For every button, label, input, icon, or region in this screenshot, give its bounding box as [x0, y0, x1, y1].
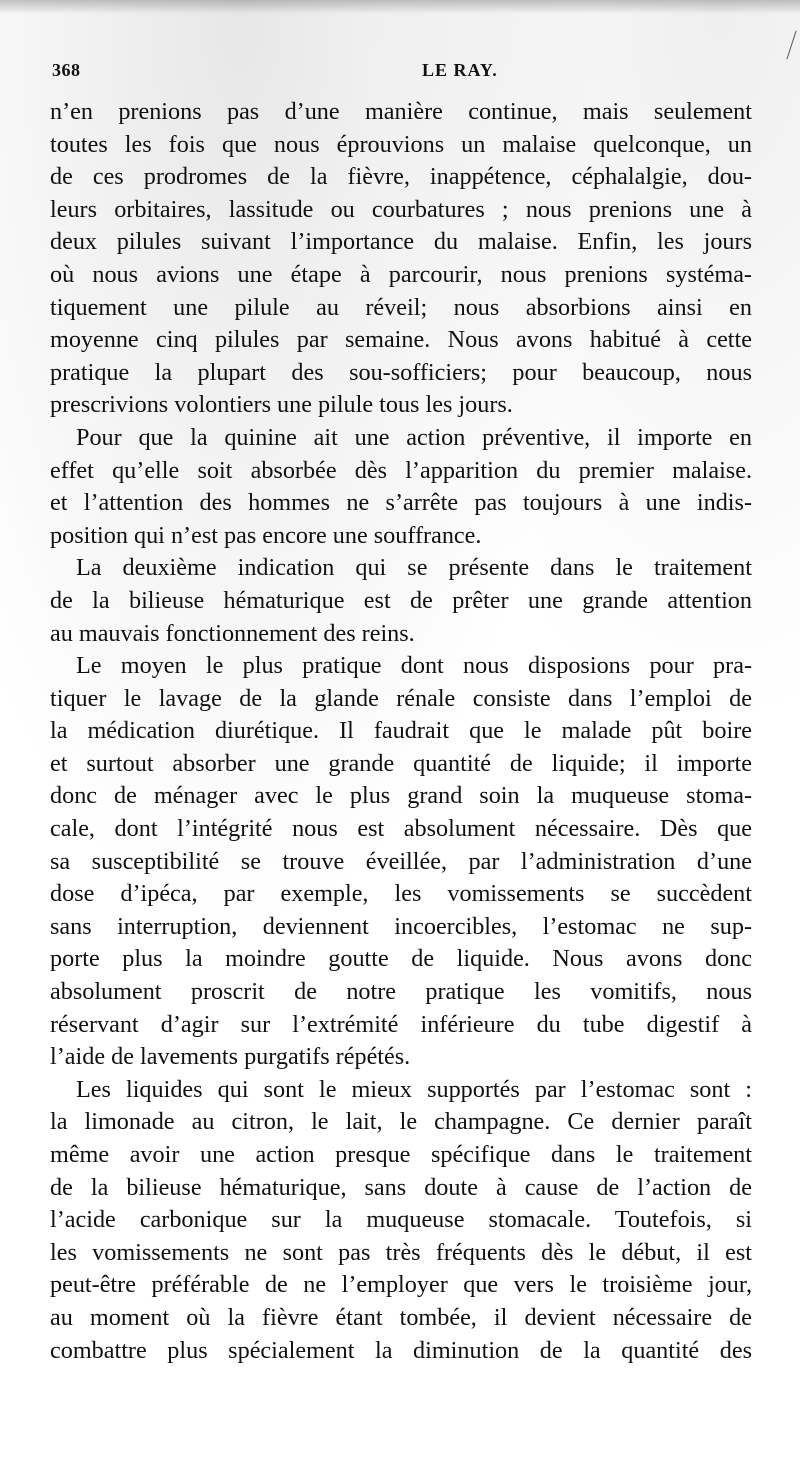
- text-line: donc de ménager avec le plus grand soin la muqueuse stoma-: [50, 782, 752, 810]
- text-line: peut-être préférable de ne l’employer que vers le troisième jour,: [50, 1271, 752, 1299]
- text-line: même avoir une action presque spécifique dans le traitement: [50, 1141, 752, 1168]
- text-line: et l’attention des hommes ne s’arrête pas toujours à une indis-: [50, 489, 752, 517]
- text-line: deux pilules suivant l’importance du malaise. Enfin, les jours: [50, 228, 752, 256]
- scan-shadow: [0, 0, 800, 14]
- text-line: les vomissements ne sont pas très fréquents dès le début, il est: [50, 1238, 752, 1266]
- text-line: où nous avions une étape à parcourir, nous prenions systéma-: [50, 260, 752, 288]
- scan-mark: [786, 31, 796, 60]
- text-line: pratique la plupart des sou-sofficiers; pour beaucoup, nous: [50, 358, 752, 386]
- text-line: au moment où la fièvre étant tombée, il devient nécessaire de: [50, 1303, 752, 1331]
- text-line: La deuxième indication qui se présente dans le traitement: [76, 554, 752, 582]
- text-line: prescrivions volontiers une pilule tous les jours.: [50, 391, 513, 419]
- text-line: effet qu’elle soit absorbée dès l’apparition du premier malaise.: [50, 456, 752, 484]
- text-line: absolument proscrit de notre pratique les vomitifs, nous: [50, 978, 752, 1006]
- text-line: de ces prodromes de la fièvre, inappétence, céphalalgie, dou-: [50, 163, 752, 191]
- text-line: moyenne cinq pilules par semaine. Nous avons habitué à cette: [50, 326, 752, 354]
- text-line: au mauvais fonctionnement des reins.: [50, 619, 415, 647]
- text-line: Les liquides qui sont le mieux supportés par l’estomac sont :: [76, 1075, 752, 1103]
- running-head: LE RAY.: [422, 60, 498, 80]
- text-line: porte plus la moindre goutte de liquide. Nous avons donc: [50, 945, 752, 973]
- page-number: 368: [52, 60, 81, 80]
- page-header: [52, 60, 752, 88]
- text-line: toutes les fois que nous éprouvions un malaise quelconque, un: [50, 130, 752, 158]
- text-line: l’acide carbonique sur la muqueuse stomacale. Toutefois, si: [50, 1206, 752, 1234]
- text-line: tiquement une pilule au réveil; nous absorbions ainsi en: [50, 293, 752, 321]
- body-text: [50, 96, 752, 1367]
- text-line: la limonade au citron, le lait, le champagne. Ce dernier paraît: [50, 1108, 752, 1136]
- text-line: Le moyen le plus pratique dont nous disposions pour pra-: [76, 652, 752, 680]
- text-line: dose d’ipéca, par exemple, les vomissements se succèdent: [50, 880, 752, 908]
- text-line: réservant d’agir sur l’extrémité inférieure du tube digestif à: [50, 1010, 752, 1038]
- text-line: combattre plus spécialement la diminution de la quantité des: [50, 1336, 752, 1364]
- text-line: n’en prenions pas d’une manière continue, mais seulement: [50, 98, 752, 125]
- text-line: tiquer le lavage de la glande rénale consiste dans l’emploi de: [50, 684, 752, 712]
- text-line: position qui n’est pas encore une souffrance.: [50, 521, 482, 549]
- text-line: et surtout absorber une grande quantité de liquide; il importe: [50, 749, 752, 777]
- text-line: l’aide de lavements purgatifs répétés.: [50, 1043, 411, 1071]
- text-line: cale, dont l’intégrité nous est absolument nécessaire. Dès que: [50, 815, 752, 843]
- text-line: Pour que la quinine ait une action préventive, il importe en: [76, 423, 752, 451]
- text-line: sa susceptibilité se trouve éveillée, par l’administration d’une: [50, 847, 752, 875]
- text-line: leurs orbitaires, lassitude ou courbatures ; nous prenions une à: [50, 195, 752, 223]
- text-line: de la bilieuse hématurique est de prêter une grande attention: [50, 586, 752, 614]
- text-line: sans interruption, deviennent incoercibles, l’estomac ne sup-: [50, 912, 752, 940]
- text-line: de la bilieuse hématurique, sans doute à cause de l’action de: [50, 1173, 752, 1201]
- text-line: la médication diurétique. Il faudrait que le malade pût boire: [50, 717, 752, 745]
